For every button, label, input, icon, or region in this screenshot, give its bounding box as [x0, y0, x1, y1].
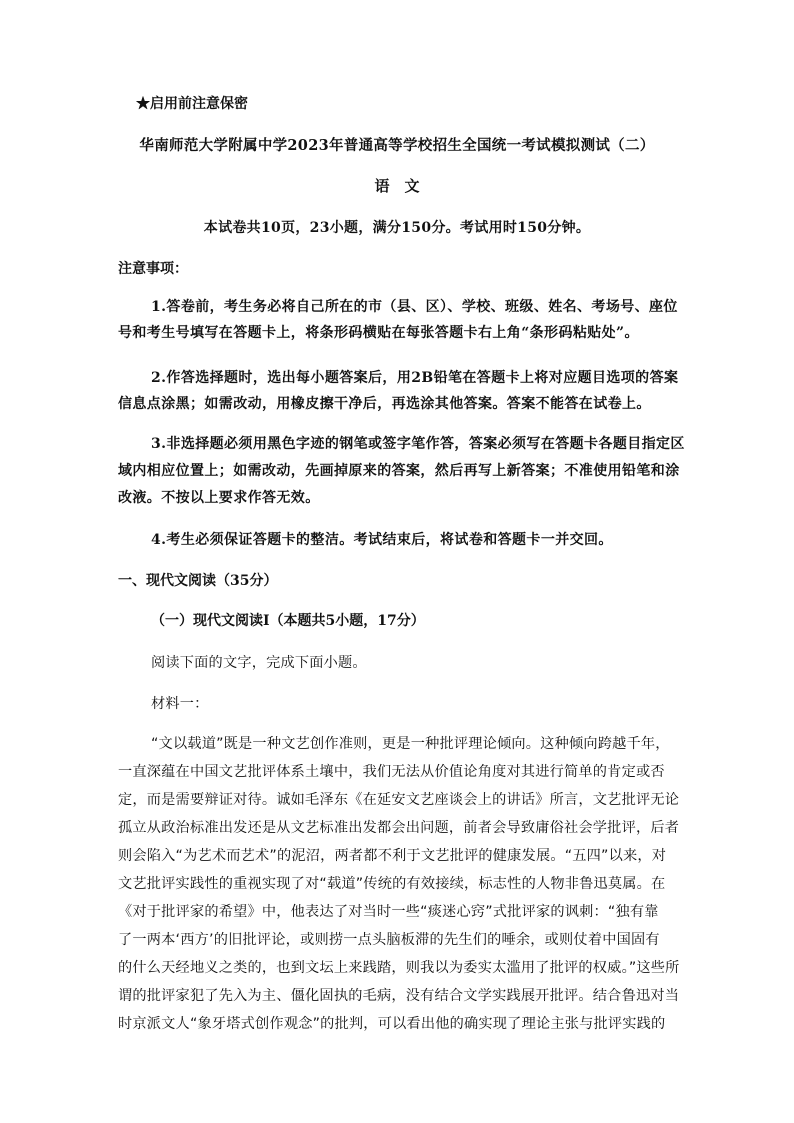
passage-line: 文艺批评实践性的重视实现了对“载道”传统的有效接续，标志性的人物非鲁迅莫属。在: [118, 876, 666, 892]
passage-line: 了一两本‘西方’的旧批评论，或则捞一点头脑板滞的先生们的唾余，或则仗着中国固有: [118, 932, 660, 948]
passage-line: 时京派文人“象牙塔式创作观念”的批判，可以看出他的确实现了理论主张与批评实践的: [118, 1016, 666, 1032]
notice-line: 改液。不按以上要求作答无效。: [118, 490, 320, 506]
notice-line: 1.答卷前，考生务必将自己所在的市（县、区）、学校、班级、姓名、考场号、座位: [151, 299, 678, 315]
notice-line: 2.作答选择题时，选出每小题答案后，用2B铅笔在答题卡上将对应题目选项的答案: [151, 370, 679, 386]
subsection-heading: （一）现代文阅读Ⅰ（本题共5小题，17分）: [151, 613, 425, 629]
passage-line: 谓的批评家犯了先入为主、僵化固执的毛病，没有结合文学实践展开批评。结合鲁迅对当: [118, 988, 680, 1004]
passage-line: 一直深蕴在中国文艺批评体系土壤中，我们无法从价值论角度对其进行简单的肯定或否: [118, 764, 665, 780]
section-heading: 一、现代文阅读（35分）: [118, 573, 278, 589]
reading-instruction: 阅读下面的文字，完成下面小题。: [151, 655, 367, 671]
material-label: 材料一：: [151, 696, 209, 712]
passage-line: 则会陷入“为艺术而艺术”的泥沼，两者都不利于文艺批评的健康发展。“五四”以来，对: [118, 848, 667, 864]
passage-line: 孤立从政治标准出发还是从文艺标准出发都会出问题，前者会导致庸俗社会学批评，后者: [118, 820, 680, 836]
passage-line: 《对于批评家的希望》中，他表达了对当时一些“痰迷心窍”式批评家的讽刺：“独有靠: [118, 904, 659, 920]
confidential-label: ★启用前注意保密: [136, 96, 248, 112]
subject-title: 语 文: [374, 177, 420, 195]
notice-line: 域内相应位置上；如需改动，先画掉原来的答案，然后再写上新答案；不准使用铅笔和涂: [118, 463, 680, 479]
passage-line: 定，而是需要辩证对待。诚如毛泽东《在延安文艺座谈会上的讲话》所言，文艺批评无论: [118, 792, 680, 808]
notice-line: 3.非选择题必须用黑色字迹的钢笔或签字笔作答，答案必须写在答题卡各题目指定区: [151, 436, 685, 452]
passage-line: “文以载道”既是一种文艺创作准则，更是一种批评理论倾向。这种倾向跨越千年，: [151, 736, 670, 752]
exam-title: 华南师范大学附属中学2023年普通高等学校招生全国统一考试模拟测试（二）: [139, 137, 655, 154]
notice-line: 号和考生号填写在答题卡上，将条形码横贴在每张答题卡右上角“条形码粘贴处”。: [118, 325, 639, 341]
passage-line: 的什么天经地义之类的，也到文坛上来践踏，则我以为委实太滥用了批评的权威。”这些所: [118, 960, 680, 976]
notice-line: 信息点涂黑；如需改动，用橡皮擦干净后，再选涂其他答案。答案不能答在试卷上。: [118, 396, 651, 412]
notice-heading: 注意事项：: [118, 261, 188, 277]
notice-line: 4.考生必须保证答题卡的整洁。考试结束后，将试卷和答题卡一并交回。: [151, 532, 613, 548]
exam-summary: 本试卷共10页，23小题，满分150分。考试用时150分钟。: [203, 220, 591, 236]
